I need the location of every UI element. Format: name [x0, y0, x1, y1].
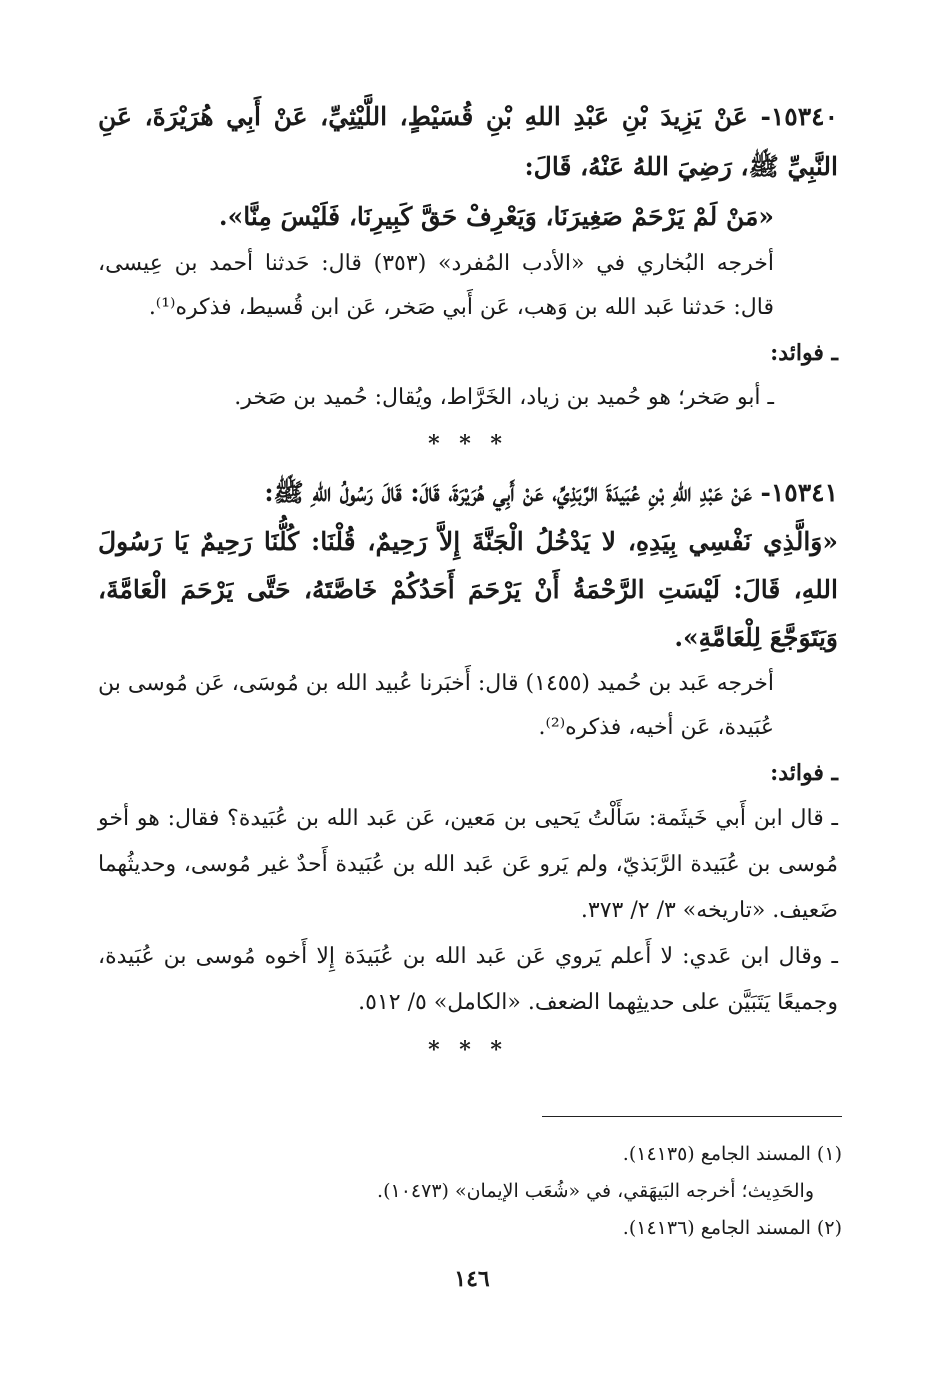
footnote-1-continuation: والحَدِيث؛ أخرجه البَيهَقي، في «شُعَب الإيمان» (١٠٤٧٣).: [377, 1180, 814, 1202]
hadith-15340-matn: «مَنْ لَمْ يَرْحَمْ صَغِيرَنَا، وَيَعْرِفْ حَقَّ كَبِيرِنَا، فَلَيْسَ مِنَّا».: [218, 202, 774, 231]
footnote-2: (٢) المسند الجامع (١٤١٣٦).: [622, 1217, 842, 1239]
section-separator-end: * * *: [428, 1037, 508, 1063]
hadith-15341-matn: «وَالَّذِي نَفْسِي بِيَدِهِ، لا يَدْخُلُ الْجَنَّةَ إِلاَّ رَحِيمٌ، قُلْنَا: كُلُّنَا رَحِيمٌ يَا رَسُولَ اللهِ، قَالَ: لَيْسَتِ الرَّحْمَةُ أَنْ يَرْحَمَ أَحَدُكُمْ خَاصَّتَهُ، حَتَّى يَرْحَمَ الْعَامَّةَ، وَيَتَوَجَّعَ لِلْعَامَّةِ».: [98, 527, 838, 652]
footnote-divider: [542, 1116, 842, 1117]
hadith-15340-text: ١٥٣٤٠- عَنْ يَزِيدَ بْنِ عَبْدِ اللهِ بْنِ قُسَيْطٍ، اللَّيْثِيِّ، عَنْ أَبِي هُرَيْرَةَ، عَنِ النَّبِيِّ ﷺ، رَضِيَ اللهُ عَنْهُ، قَالَ:: [98, 102, 838, 181]
hadith-15341-takhrij: أخرجه عَبد بن حُميد (١٤٥٥) قال: أَخبَرنا عُبيد الله بن مُوسَى، عَن مُوسى بن عُبَيدة، عَن أخيه، فذكره⁽²⁾.: [98, 671, 774, 740]
section-separator: * * *: [428, 431, 508, 457]
hadith-15340-faida-1: ـ أبو صَخر؛ هو حُميد بن زياد، الخَرَّاط، ويُقال: حُميد بن صَخر.: [234, 385, 774, 410]
hadith-15340-takhrij: أخرجه البُخاري في «الأدب المُفرد» (٣٥٣) قال: حَدثنا أحمد بن عِيسى، قال: حَدثنا عَبد الله بن وَهب، عَن أَبي صَخر، عَن ابن قُسيط، فذكره⁽¹⁾.: [98, 251, 774, 320]
hadith-15341-faida-2: ـ وقال ابن عَدي: لا أَعلم يَروي عَن عَبد الله بن عُبَيدَة إِلا أَخوه مُوسى بن عُبَيدة، وجميعًا يَتَبَيَّن على حديثِهما الضعف. «الكامل» ٥/ ٥١٢.: [98, 944, 838, 1015]
page-number: ١٤٦: [454, 1266, 490, 1292]
hadith-15340-fawaid-heading: ـ فوائد:: [770, 340, 838, 366]
hadith-15341-text: ١٥٣٤١- عَنْ عَبْدِ اللهِ بْنِ عُبَيدَةَ الرَّبَذِيِّ، عَنْ أَبِي هُرَيْرَةَ، قَالَ: قَالَ رَسُولُ اللهِ ﷺ:: [264, 478, 838, 507]
footnotes: [98, 1136, 842, 1247]
footnote-1: (١) المسند الجامع (١٤١٣٥).: [622, 1143, 842, 1165]
hadith-15341-fawaid-heading: ـ فوائد:: [770, 760, 838, 786]
hadith-15341-faida-1: ـ قال ابن أَبي خَيثَمة: سَأَلْتُ يَحيى بن مَعين، عَن عَبد الله بن عُبَيدة؟ فقال: هو أخو مُوسى بن عُبَيدة الرَّبَذيّ، ولم يَرو عَن عَبد الله بن عُبَيدة أَحدٌ غير مُوسى، وحديثُهما ضَعيف. «تاريخه» ٣/ ٢/ ٣٧٣.: [98, 806, 838, 923]
page-body: [98, 92, 838, 1074]
